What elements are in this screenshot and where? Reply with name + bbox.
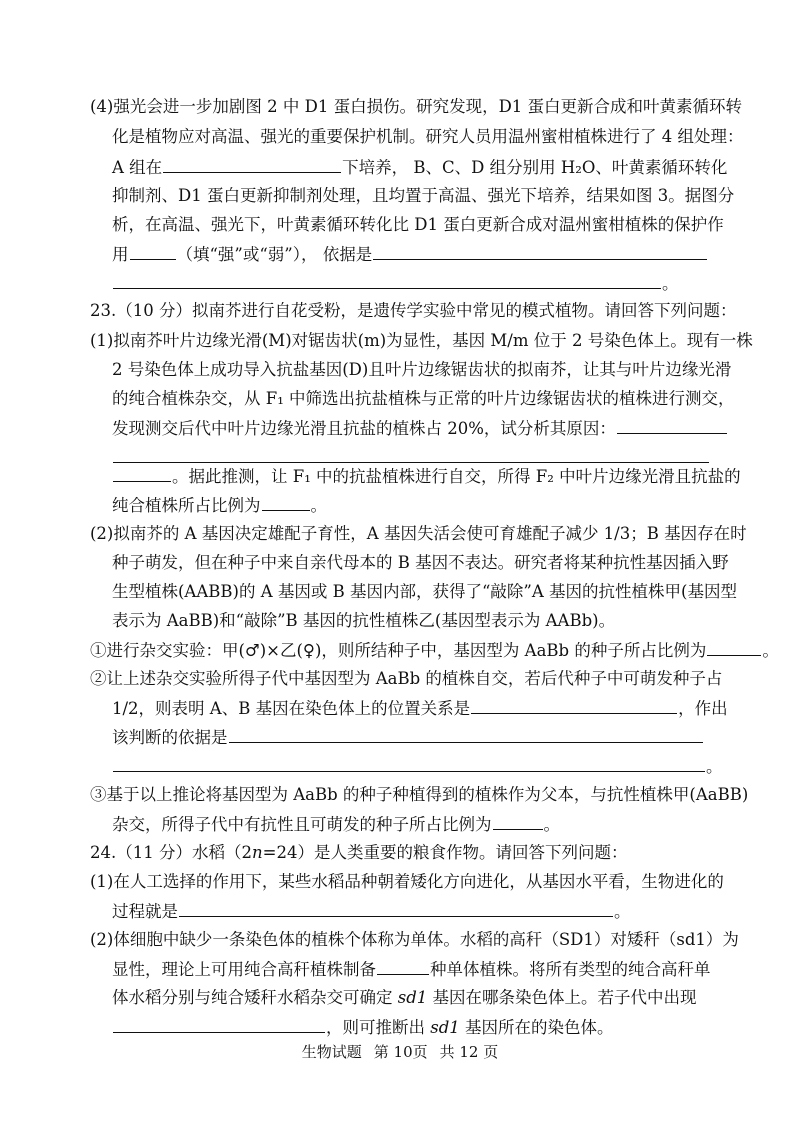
answer-blank[interactable] <box>493 813 543 830</box>
q22-p4-line5: 析，在高温、强光下，叶黄素循环转化比 D1 蛋白更新合成对温州蜜柑植株的保护作 <box>112 215 724 234</box>
text: sd1 <box>430 1018 460 1037</box>
text: 。 <box>543 815 560 834</box>
q24-p2-line2 <box>112 958 711 980</box>
q23-p2-sub3-line2 <box>112 813 560 835</box>
q23-p2-line2: 种子萌发，但在种子中来自亲代母本的 B 基因不表达。研究者将某种抗性基因插入野 <box>112 553 729 572</box>
text: sd1 <box>397 988 428 1007</box>
q23-p2-line1: (2)拟南芥的 A 基因决定雄配子育性，A 基因失活会使可育雄配子减少 1/3；B 基因存在时 <box>90 524 747 543</box>
text: 纯合植株所占比例为 <box>112 496 261 515</box>
footer-subject: 生物试题 <box>301 1043 362 1061</box>
text: 该判断的依据是 <box>112 728 228 747</box>
answer-blank[interactable] <box>113 465 171 482</box>
text: 发现测交后代中叶片边缘光滑且抗盐的植株占 20%，试分析其原因： <box>112 419 616 438</box>
q24-p2-line4 <box>112 1016 614 1038</box>
q24-p1-line2 <box>112 900 631 922</box>
answer-blank[interactable] <box>163 156 341 173</box>
q24-p2-line3 <box>112 987 697 1009</box>
answer-blank[interactable] <box>113 446 709 463</box>
q24-heading <box>90 842 627 864</box>
page-footer <box>0 1042 800 1062</box>
text: ，则可推断出 <box>326 1018 431 1037</box>
q23-p2-line4: 表示为 AaBB)和“敲除”B 基因的抗性植株乙(基因型表示为 AABb)。 <box>112 611 616 630</box>
text: n <box>251 843 263 862</box>
text: 用 <box>112 245 129 264</box>
q23-p1-line2: 2 号染色体上成功导入抗盐基因(D)且叶片边缘锯齿状的拟南芥，让其与叶片边缘光滑 <box>112 360 732 379</box>
q22-p4-line6 <box>112 243 708 265</box>
text: 基因在哪条染色体上。若子代中出现 <box>427 988 697 1007</box>
answer-blank[interactable] <box>130 243 176 260</box>
text: 。 <box>614 902 631 921</box>
footer-page-number: 第 10页 <box>373 1043 428 1061</box>
answer-blank[interactable] <box>373 243 707 260</box>
text: 。 <box>310 496 327 515</box>
footer-total-pages: 共 12 页 <box>439 1043 499 1061</box>
answer-blank[interactable] <box>113 272 661 289</box>
q23-p1-line4 <box>112 417 728 439</box>
q22-p4-line1: (4)强光会进一步加剧图 2 中 D1 蛋白损伤。研究发现，D1 蛋白更新合成和叶黄素循环转 <box>90 97 743 116</box>
text: 杂交，所得子代中有抗性且可萌发的种子所占比例为 <box>112 815 492 834</box>
text: 。 <box>762 641 779 660</box>
text: 下培养， B、C、D 组分别用 H₂O、叶黄素循环转化 <box>342 158 728 177</box>
text: 24.（11 分）水稻（2 <box>90 843 252 862</box>
answer-blank[interactable] <box>377 958 429 975</box>
text: 过程就是 <box>112 902 178 921</box>
answer-blank[interactable] <box>617 417 727 434</box>
text: ①进行杂交实验：甲(♂)×乙(♀)，则所结种子中，基因型为 AaBb 的种子所占比例为 <box>90 641 707 660</box>
q22-p4-line4: 抑制剂、D1 蛋白更新抑制剂处理，且均置于高温、强光下培养，结果如图 3。据图分 <box>112 186 735 205</box>
q24-p2-line1: (2)体细胞中缺少一条染色体的植株个体称为单体。水稻的高秆（SD1）对矮秆（sd1）为 <box>90 930 739 949</box>
text: A 组在 <box>112 158 163 177</box>
q23-p2-line3: 生型植株(AABB)的 A 基因或 B 基因内部，获得了“敲除”A 基因的抗性植株甲(基因型 <box>112 582 737 601</box>
text: （填“强”或“弱”）， 依据是 <box>176 245 373 264</box>
q22-p4-line2: 化是植物应对高温、强光的重要保护机制。研究人员用温州蜜柑植株进行了 4 组处理： <box>112 127 744 146</box>
text: 体水稻分别与纯合矮秆水稻杂交可确定 <box>112 988 398 1007</box>
answer-blank[interactable] <box>262 494 310 511</box>
q23-p2-sub1 <box>90 639 779 661</box>
answer-blank[interactable] <box>229 726 703 743</box>
q23-p1-line7 <box>112 494 327 516</box>
answer-blank[interactable] <box>113 1016 325 1033</box>
text: 种单体植株。将所有类型的纯合高秆单 <box>430 960 711 979</box>
text: 显性，理论上可用纯合高秆植株制备 <box>112 960 376 979</box>
q23-p2-sub2-line4 <box>112 755 723 777</box>
answer-blank[interactable] <box>113 755 705 772</box>
q24-p1-line1: (1)在人工选择的作用下，某些水稻品种朝着矮化方向进化，从基因水平看，生物进化的 <box>90 872 724 891</box>
text: 1/2，则表明 A、B 基因在染色体上的位置关系是 <box>112 699 471 718</box>
answer-blank[interactable] <box>179 900 613 917</box>
text: 。据此推测，让 F₁ 中的抗盐植株进行自交，所得 F₂ 中叶片边缘光滑且抗盐的 <box>172 467 741 486</box>
answer-blank[interactable] <box>707 639 761 656</box>
q22-p4-line7 <box>112 272 679 294</box>
answer-blank[interactable] <box>471 697 677 714</box>
q23-p2-sub2-line1: ②让上述杂交实验所得子代中基因型为 AaBb 的植株自交，若后代种子中可萌发种子占 <box>90 669 723 688</box>
text: 基因所在的染色体。 <box>459 1018 614 1037</box>
q23-heading: 23.（10 分）拟南芥进行自花受粉，是遗传学实验中常见的模式植物。请回答下列问题： <box>90 301 737 320</box>
q22-p4-line3 <box>112 156 727 178</box>
text: 。 <box>662 274 679 293</box>
q23-p2-sub2-line3 <box>112 726 704 748</box>
q23-p2-sub2-line2 <box>112 697 728 719</box>
text: ，作出 <box>678 699 728 718</box>
text: =24）是人类重要的粮食作物。请回答下列问题： <box>262 843 628 862</box>
q23-p1-line3: 的纯合植株杂交，从 F₁ 中筛选出抗盐植株与正常的叶片边缘锯齿状的植株进行测交， <box>112 389 735 408</box>
text: 。 <box>706 757 723 776</box>
q23-p2-sub3-line1: ③基于以上推论将基因型为 AaBb 的种子种植得到的植株作为父本，与抗性植株甲(AaBB) <box>90 785 749 804</box>
q23-p1-line1: (1)拟南芥叶片边缘光滑(M)对锯齿状(m)为显性，基因 M/m 位于 2 号染色体上。现有一株 <box>90 331 753 350</box>
q23-p1-line6 <box>112 465 741 487</box>
